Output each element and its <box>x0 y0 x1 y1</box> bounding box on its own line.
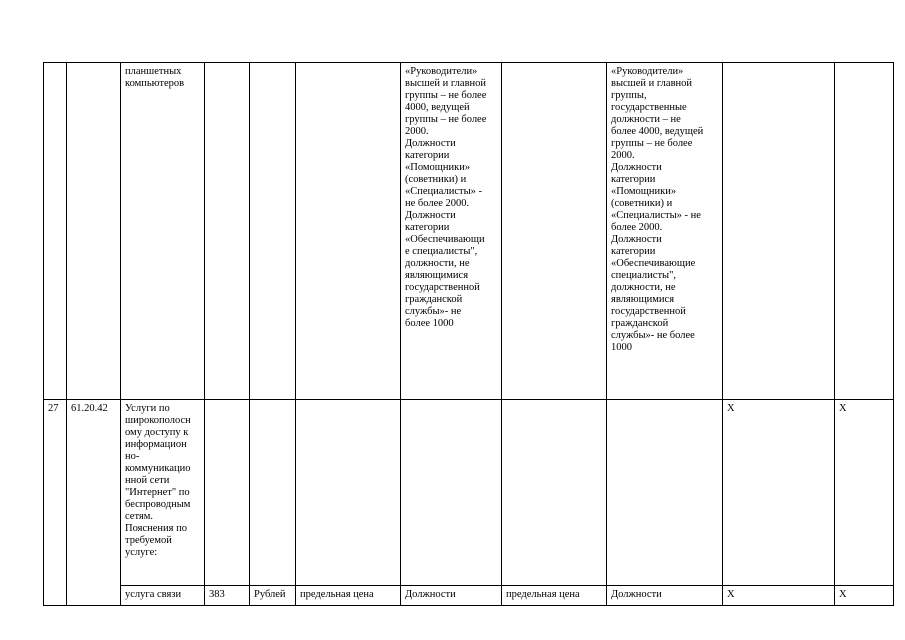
cell-code: 61.20.42 <box>67 400 121 606</box>
cell-okei-code: 383 <box>205 586 250 606</box>
cell-col-8 <box>607 400 723 586</box>
cell-col-9: Х <box>723 586 835 606</box>
cell-okei-code <box>205 400 250 586</box>
cell-unit: Рублей <box>250 586 296 606</box>
cell-col-7 <box>502 63 607 400</box>
table-row-27 <box>44 400 894 586</box>
cell-num <box>44 63 67 400</box>
table-row-27-sub <box>44 586 894 606</box>
cell-col-9 <box>723 63 835 400</box>
cell-col-10 <box>835 63 894 400</box>
table-row-continued <box>44 63 894 400</box>
cell-unit <box>250 63 296 400</box>
cell-col-10: Х <box>835 400 894 586</box>
requirements-table <box>43 62 894 606</box>
cell-col-7: предельная цена <box>502 586 607 606</box>
cell-col-7 <box>502 400 607 586</box>
cell-col-6: Должности <box>401 586 502 606</box>
cell-name: услуга связи <box>121 586 205 606</box>
cell-unit <box>250 400 296 586</box>
cell-col-5 <box>296 400 401 586</box>
cell-col-5 <box>296 63 401 400</box>
cell-col-8: Должности <box>607 586 723 606</box>
cell-name: планшетных компьютеров <box>121 63 205 400</box>
cell-okei-code <box>205 63 250 400</box>
cell-code <box>67 63 121 400</box>
cell-col-10: Х <box>835 586 894 606</box>
cell-name: Услуги по широкополосн ому доступу к информацион но- коммуникацио нной сети "Интернет" по беспроводным сетям. Пояснения по требуемой услуге: <box>121 400 205 586</box>
cell-col-5: предельная цена <box>296 586 401 606</box>
cell-col-8: «Руководители» высшей и главной группы, государственные должности – не более 4000, ведущей группы – не более 2000. Должности категории «Помощники» (советники) и «Специалисты» - не более 2000. Должности категории «Обеспечивающие специалисты", должности, не являющимися государственной гражданской службы»- не более 1000 <box>607 63 723 400</box>
cell-col-6 <box>401 400 502 586</box>
cell-num: 27 <box>44 400 67 606</box>
cell-col-6: «Руководители» высшей и главной группы – не более 4000, ведущей группы – не более 2000. Должности категории «Помощники» (советники) и «Специалисты» - не более 2000. Должности категории «Обеспечивающи е специалисты", должности, не являющимися государственной гражданской службы»- не более 1000 <box>401 63 502 400</box>
cell-col-9: Х <box>723 400 835 586</box>
